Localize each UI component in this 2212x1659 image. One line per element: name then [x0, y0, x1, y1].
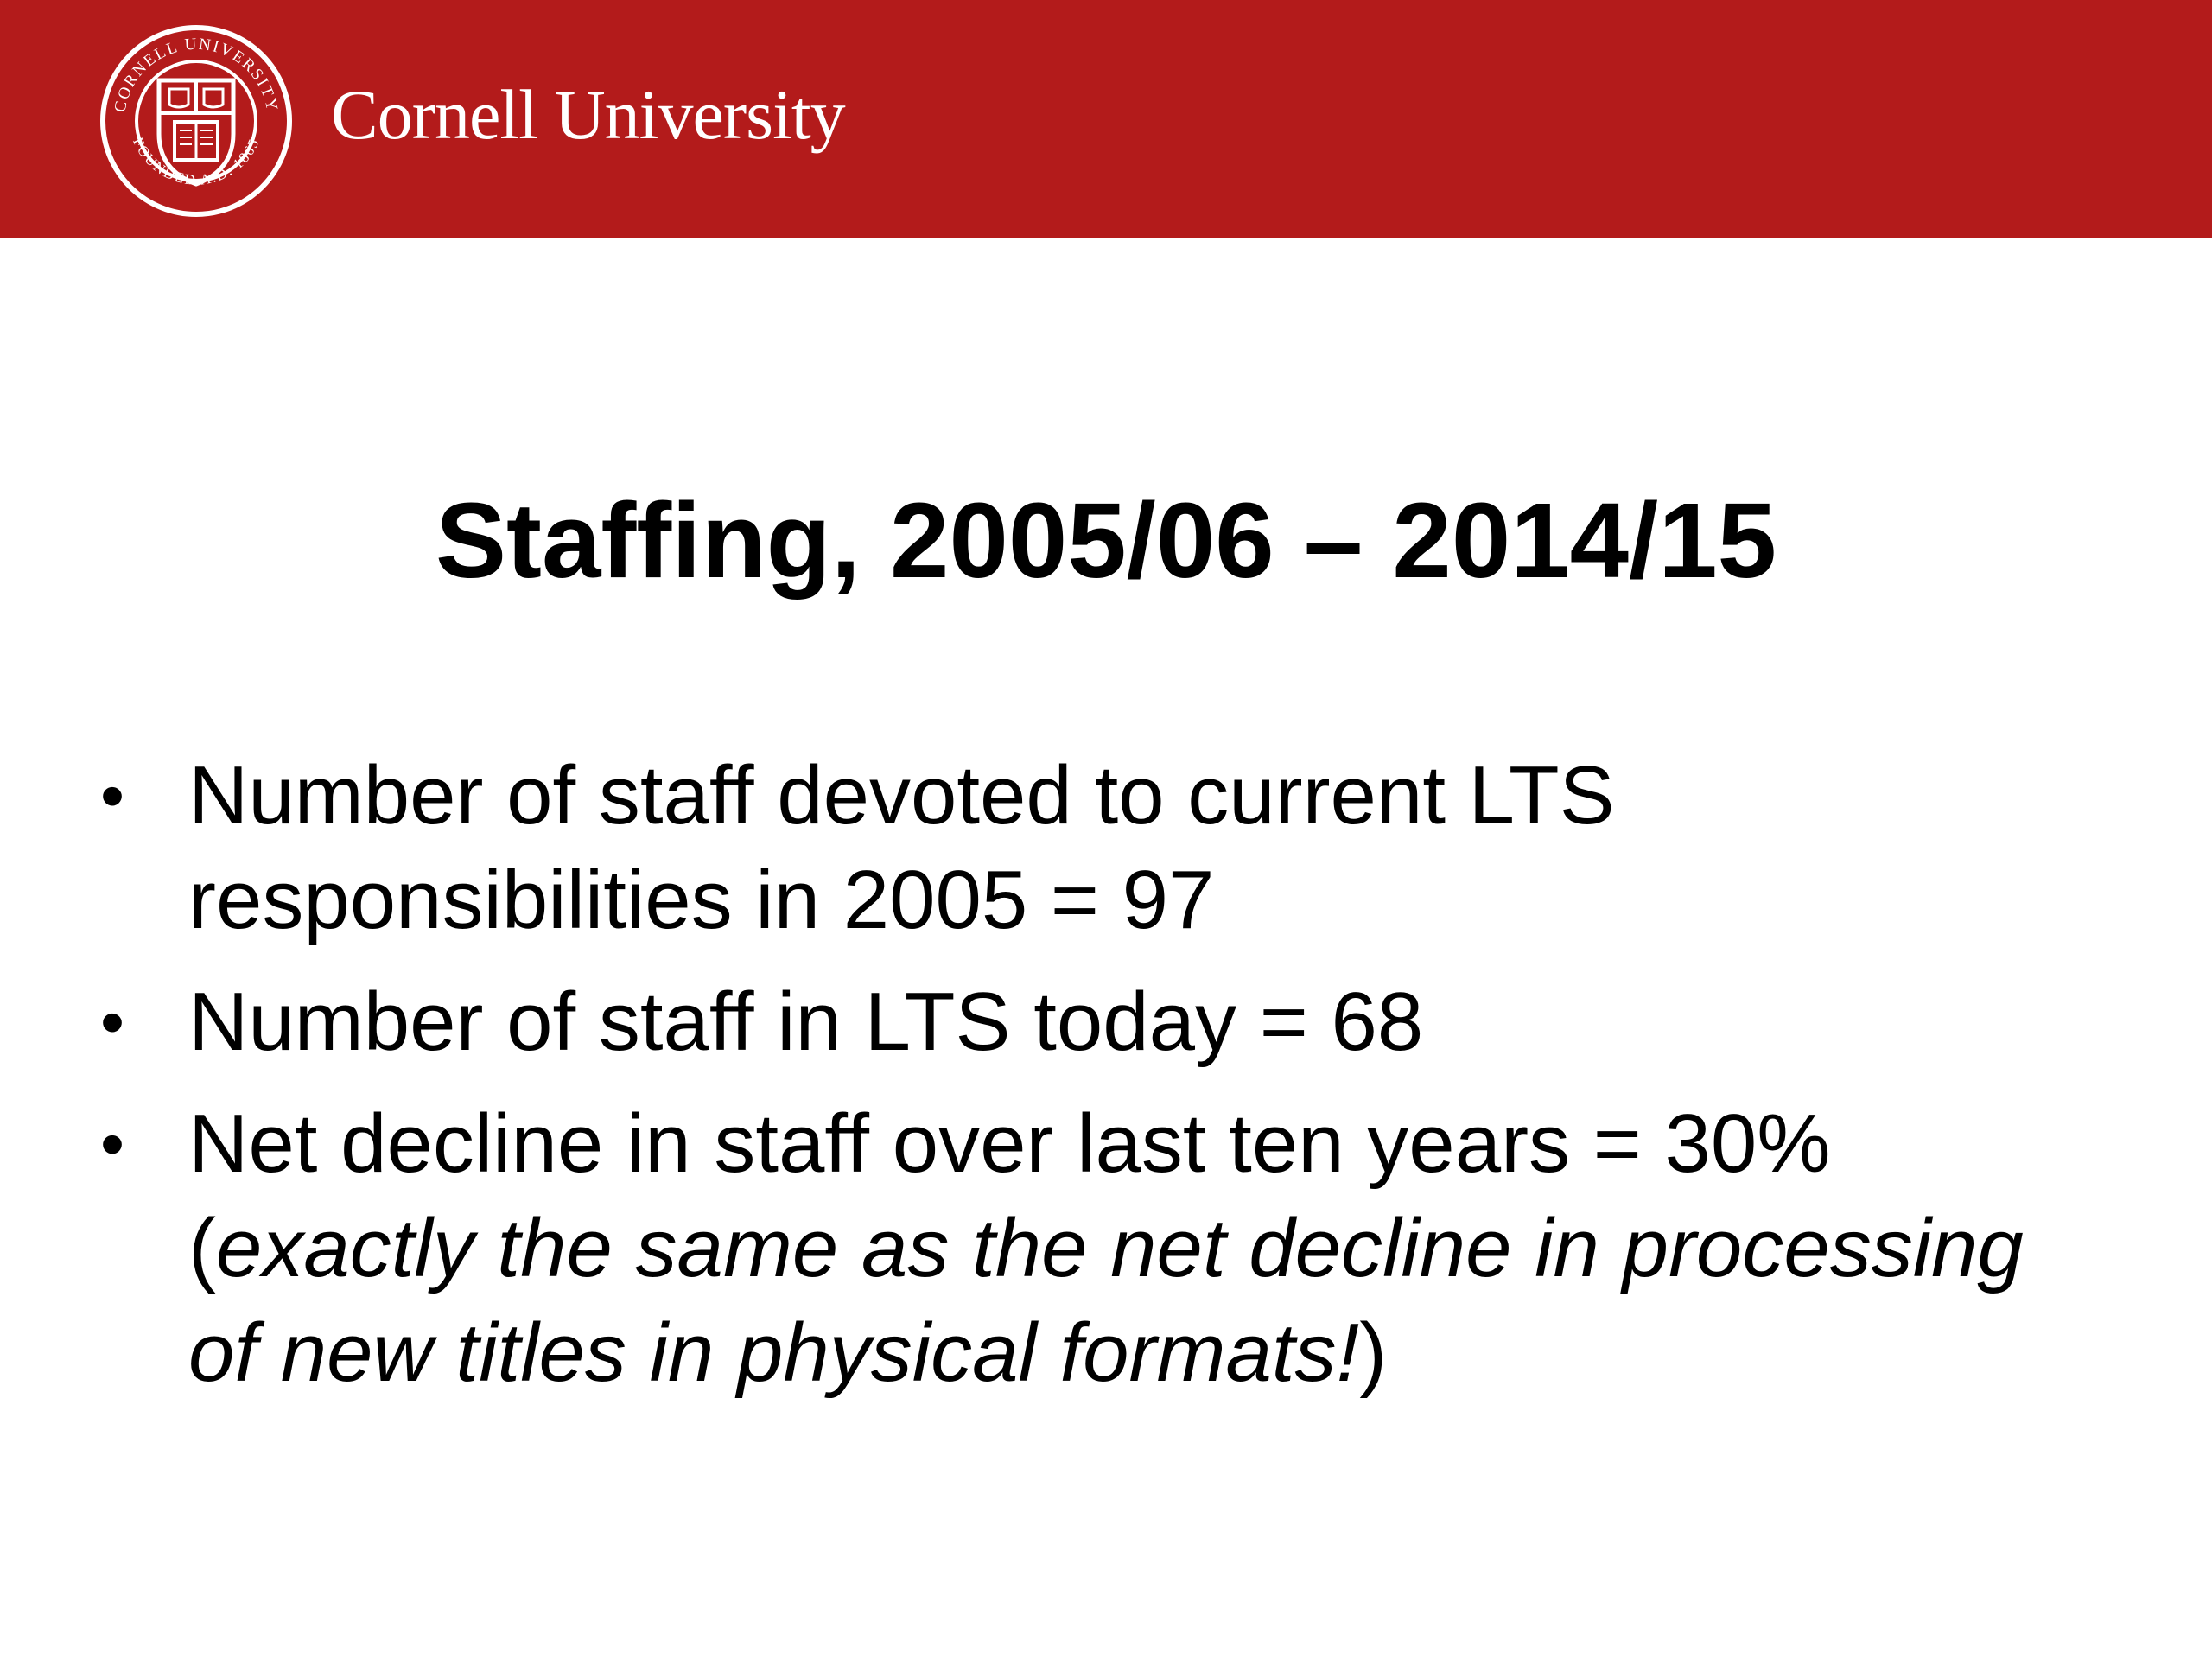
- bullet-1-line-2: responsibilities in 2005 = 97: [188, 854, 1215, 946]
- paren-open: (: [188, 1202, 216, 1294]
- header-bar: [0, 0, 2212, 238]
- bullet-dot-icon: •: [100, 1105, 125, 1182]
- cornell-wordmark: Cornell University: [331, 75, 845, 154]
- seal-ring-text-top: CORNELL UNIVERSITY: [111, 35, 282, 114]
- paren-close: ): [1359, 1306, 1388, 1399]
- seal-ring-text-bottom: FOUNDED A.D. 1865: [129, 135, 264, 188]
- bullet-3-line-2: [188, 1196, 2212, 1300]
- cornell-seal-icon: [99, 23, 294, 219]
- list-item: [95, 969, 2212, 1074]
- slide-title: Staffing, 2005/06 – 2014/15: [435, 482, 1777, 601]
- bullet-2-line-1: Number of staff in LTS today = 68: [188, 976, 1424, 1068]
- bullet-3-italic-line-2: exactly the same as the net decline in processing: [215, 1202, 2024, 1294]
- bullet-1-line-1: Number of staff devoted to current LTS: [188, 749, 1615, 842]
- bullet-3-line-1: Net decline in staff over last ten years = 30%: [188, 1097, 1831, 1190]
- bullet-dot-icon: •: [100, 757, 125, 834]
- bullet-3-italic-line-3: of new titles in physical formats!: [188, 1306, 1360, 1399]
- list-item: [95, 743, 2212, 952]
- list-item: [95, 1091, 2212, 1405]
- bullet-dot-icon: •: [100, 983, 125, 1060]
- bullet-3-line-3: [188, 1300, 2212, 1405]
